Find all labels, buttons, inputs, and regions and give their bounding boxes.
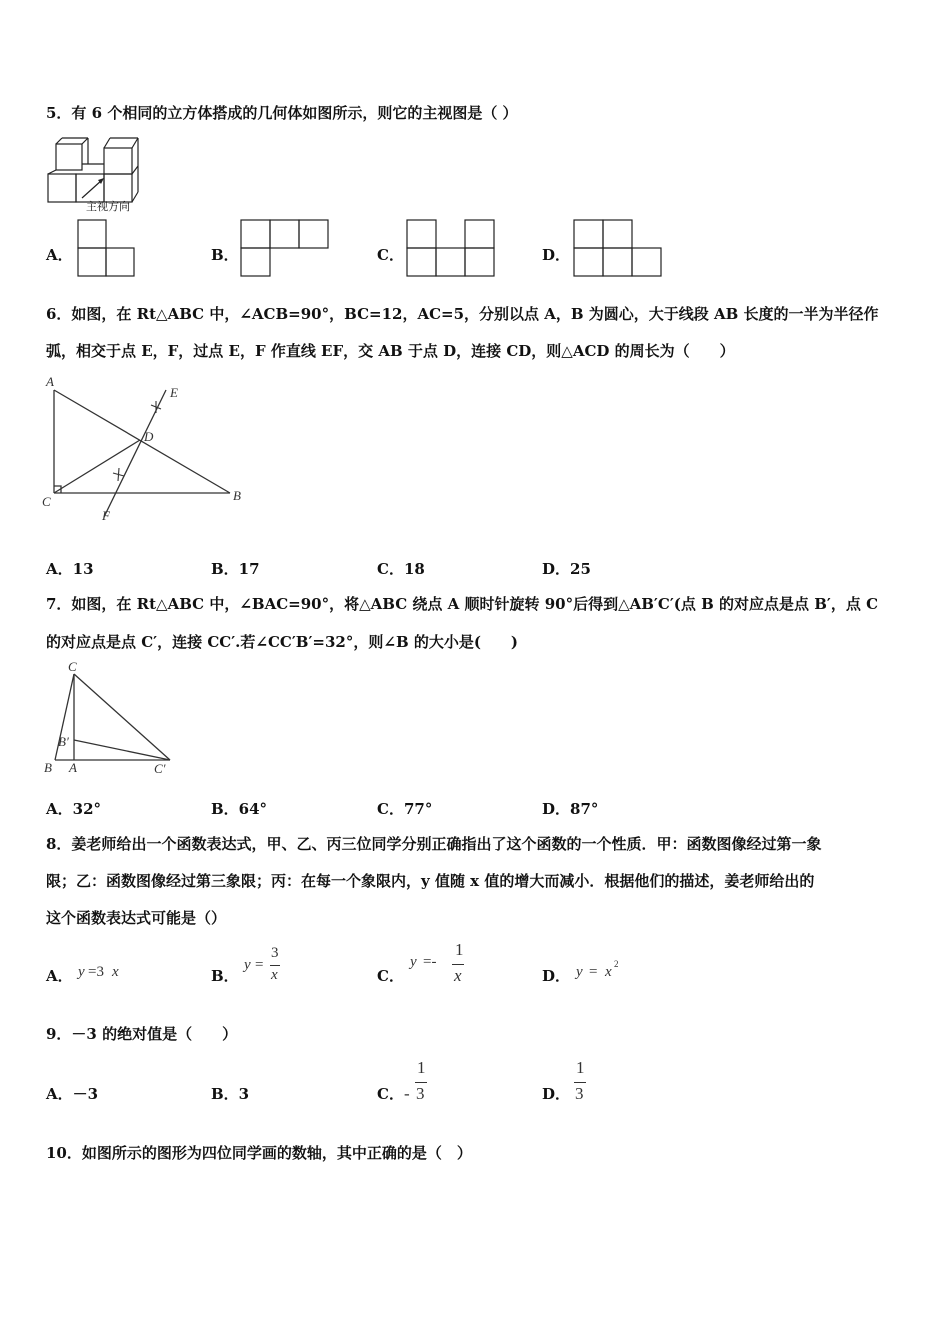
q6-option-d[interactable]: D．25 <box>542 560 591 578</box>
q8-stem-line1: 8．姜老师给出一个函数表达式，甲、乙、丙三位同学分别正确指出了这个函数的一个性质．甲：函数图像经过第一象 <box>46 835 822 853</box>
q8-d-x: x <box>605 964 612 980</box>
q7-label-c: C <box>68 659 77 674</box>
q6-label-e: E <box>170 385 178 400</box>
q6-label-d: D <box>144 429 154 444</box>
q8-b-y: y <box>244 957 251 973</box>
q7-label-a: A <box>69 760 77 775</box>
q5-figure-label: 主视方向 <box>86 200 130 213</box>
q9-c-num: 1 <box>417 1058 426 1077</box>
q5-stem: 5．有 6 个相同的立方体搭成的几何体如图所示，则它的主视图是（ ） <box>46 104 518 122</box>
q7-label-b-prime: B′ <box>58 734 69 749</box>
q8-c-num: 1 <box>455 940 464 959</box>
q7-stem-line2: 的对应点是点 C′，连接 CC′.若∠CC′B′=32°，则∠B 的大小是( ) <box>46 633 519 651</box>
q6-stem-line2: 弧，相交于点 E，F，过点 E，F 作直线 EF，交 AB 于点 D，连接 CD，则△ACD 的周长为（ ） <box>46 342 735 360</box>
q5-option-a-figure <box>77 219 137 279</box>
q9-c-den: 3 <box>416 1084 425 1103</box>
q5-option-a[interactable]: A． <box>46 246 73 264</box>
q8-a-y: y <box>78 964 85 980</box>
q9-option-c[interactable]: C． <box>377 1085 404 1103</box>
q5-option-d-figure <box>573 219 665 279</box>
q8-a-x: x <box>112 964 119 980</box>
q6-label-b: B <box>233 488 241 503</box>
q8-a-eq: =3 <box>88 964 104 980</box>
q8-d-y: y <box>576 964 583 980</box>
q8-d-eq: = <box>589 964 598 980</box>
q7-label-b: B <box>44 760 52 775</box>
q9-stem: 9．－3 的绝对值是（ ） <box>46 1025 238 1043</box>
q5-cube-figure <box>44 132 144 212</box>
q8-option-d-formula <box>576 959 636 986</box>
q8-stem-line2: 限；乙：函数图像经过第三象限；丙：在每一个象限内，y 值随 x 值的增大而减小．根据他们的描述，姜老师给出的 <box>46 872 815 890</box>
q8-b-eq: = <box>255 957 264 973</box>
q10-stem: 10．如图所示的图形为四位同学画的数轴，其中正确的是（ ） <box>46 1144 472 1162</box>
q8-option-b-formula <box>244 945 284 989</box>
q5-option-b-figure <box>240 219 332 279</box>
q8-option-a[interactable]: A． <box>46 967 73 985</box>
q6-triangle-figure <box>40 372 260 527</box>
q9-c-sign: - <box>404 1084 410 1103</box>
q9-d-num: 1 <box>576 1058 585 1077</box>
q8-c-y: y <box>410 954 417 970</box>
q7-option-b[interactable]: B．64° <box>211 800 268 818</box>
q7-option-c[interactable]: C．77° <box>377 800 433 818</box>
q8-option-c[interactable]: C． <box>377 967 404 985</box>
q6-option-c[interactable]: C．18 <box>377 560 425 578</box>
q5-option-c-figure <box>406 219 498 279</box>
q8-b-den: x <box>271 967 278 983</box>
q6-label-f: F <box>102 508 110 523</box>
q8-c-den: x <box>454 966 462 985</box>
q6-label-c: C <box>42 494 51 509</box>
q5-option-c[interactable]: C． <box>377 246 404 264</box>
q9-option-d-fraction <box>574 1058 594 1108</box>
q8-c-eq: =- <box>423 954 437 970</box>
q8-option-d[interactable]: D． <box>542 967 571 985</box>
q7-triangle-figure <box>40 660 190 780</box>
q8-d-exp: 2 <box>614 959 619 969</box>
q9-option-a[interactable]: A．－3 <box>46 1085 99 1103</box>
q7-stem-line1: 7．如图，在 Rt△ABC 中，∠BAC=90°，将△ABC 绕点 A 顺时针旋转 90°后得到△AB′C′(点 B 的对应点是点 B′，点 C <box>46 595 879 613</box>
q8-option-a-formula <box>78 964 138 986</box>
q6-option-b[interactable]: B．17 <box>211 560 260 578</box>
q6-label-a: A <box>46 374 54 389</box>
q5-option-d[interactable]: D． <box>542 246 571 264</box>
q5-option-b[interactable]: B． <box>211 246 239 264</box>
q7-option-d[interactable]: D．87° <box>542 800 599 818</box>
q7-label-c-prime: C′ <box>154 761 166 776</box>
q7-option-a[interactable]: A．32° <box>46 800 102 818</box>
q9-d-den: 3 <box>575 1084 584 1103</box>
q6-stem-line1: 6．如图，在 Rt△ABC 中，∠ACB=90°，BC=12，AC=5，分别以点 A，B 为圆心，大于线段 AB 长度的一半为半径作 <box>46 305 879 323</box>
q9-option-d[interactable]: D． <box>542 1085 571 1103</box>
q8-b-num: 3 <box>271 945 279 961</box>
q8-stem-line3: 这个函数表达式可能是（） <box>46 909 227 927</box>
q8-option-c-formula <box>410 940 470 990</box>
q8-option-b[interactable]: B． <box>211 967 239 985</box>
q9-option-b[interactable]: B．3 <box>211 1085 250 1103</box>
q6-option-a[interactable]: A．13 <box>46 560 94 578</box>
q9-option-c-fraction <box>404 1058 434 1108</box>
